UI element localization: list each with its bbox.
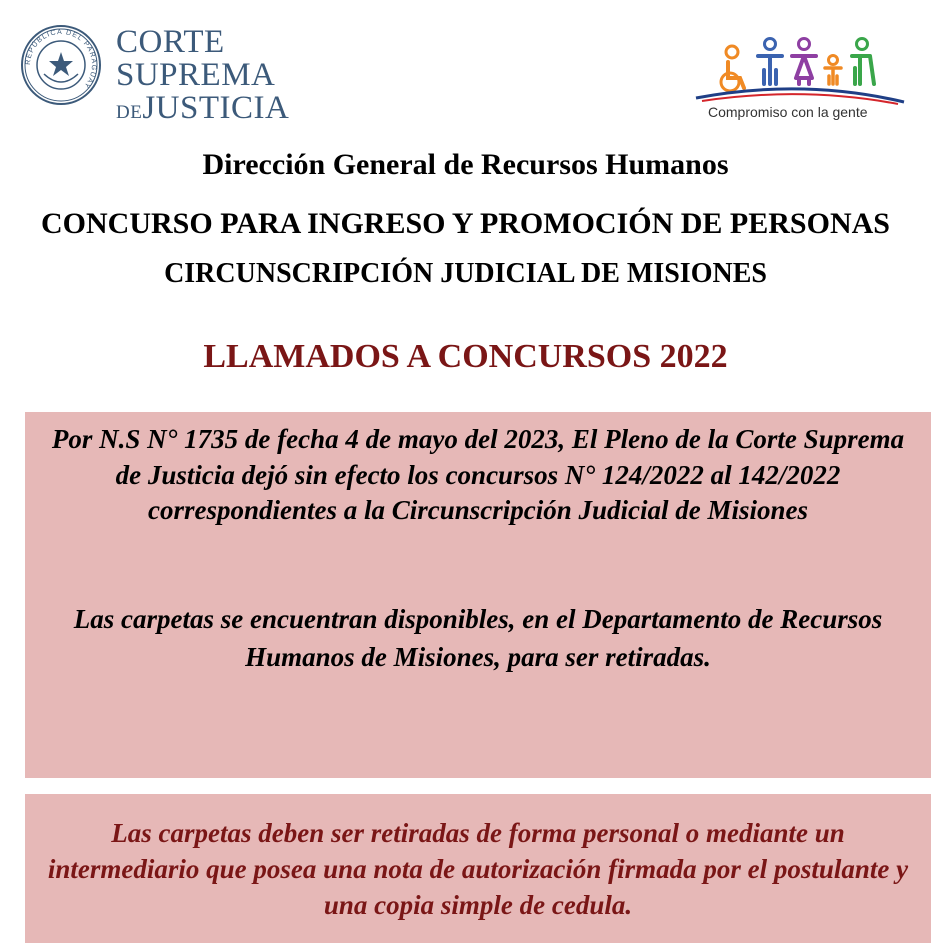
notice-paragraph-resolution: Por N.S N° 1735 de fecha 4 de mayo del 2023, El Pleno de la Corte Suprema de Justicia dejó sin efecto los concursos N° 124/2022 al 142/2022 correspondientes a la Circunscripción Judicial de Misiones xyxy=(51,424,905,525)
pickup-rules-paragraph: Las carpetas deben ser retiradas de forma personal o mediante un intermediario que posea una nota de autorización firmada por el postulante y una copia simple de cedula. xyxy=(47,818,909,920)
svg-text:REPÚBLICA DEL PARAGUAY: REPÚBLICA DEL PARAGUAY xyxy=(24,28,98,90)
court-name-line2: SUPREMA xyxy=(116,57,276,93)
court-name-line1: CORTE xyxy=(116,24,225,60)
court-name-line3 xyxy=(116,92,289,125)
page-header xyxy=(0,0,931,140)
logo-tagline: Compromiso con la gente xyxy=(708,104,868,120)
call-title: LLAMADOS A CONCURSOS 2022 xyxy=(203,338,728,375)
circumscription-title: CIRCUNSCRIPCIÓN JUDICIAL DE MISIONES xyxy=(164,258,767,289)
department-title: Dirección General de Recursos Humanos xyxy=(202,148,729,181)
pickup-rules-box xyxy=(25,794,931,943)
court-name-prefix: DE xyxy=(116,102,143,123)
contest-title: CONCURSO PARA INGRESO Y PROMOCIÓN DE PERSONAS xyxy=(41,207,890,240)
notice-box xyxy=(25,412,931,778)
notice-paragraph-availability: Las carpetas se encuentran disponibles, en el Departamento de Recursos Humanos de Misiones, para ser retiradas. xyxy=(73,604,883,672)
court-name-logo xyxy=(116,26,289,125)
paraguay-seal-icon xyxy=(20,24,102,106)
court-name-main: JUSTICIA xyxy=(142,90,290,126)
